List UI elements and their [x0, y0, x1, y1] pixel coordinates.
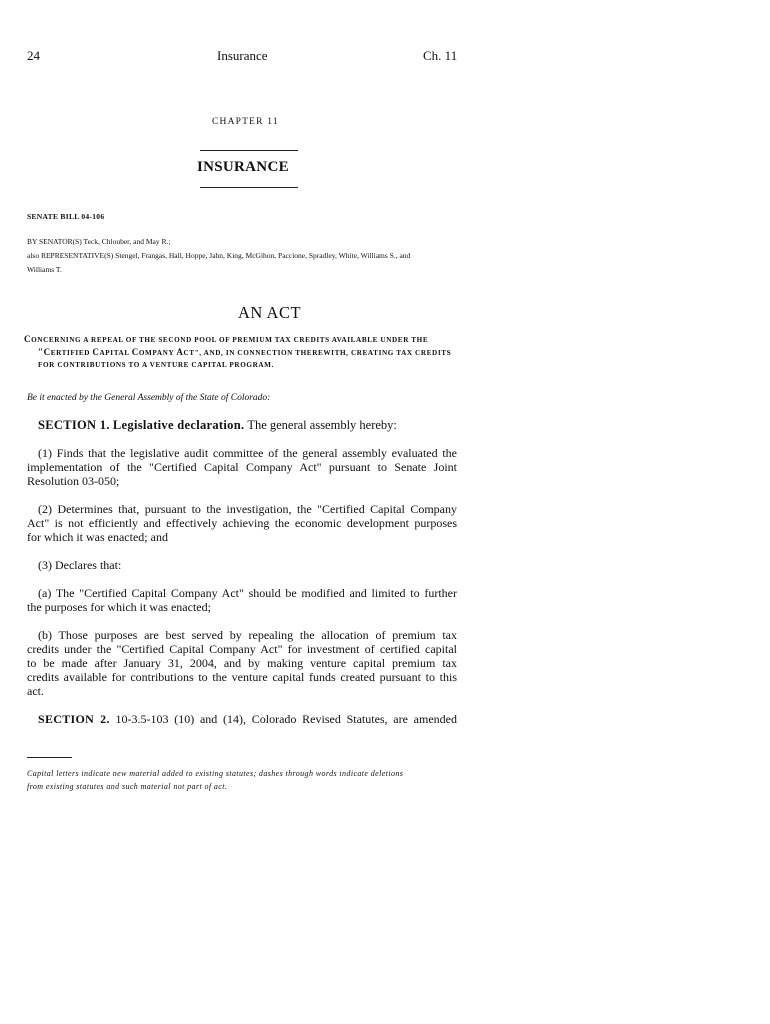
- paragraph-line: (b) Those purposes are best served by repealing the allocation of premium tax: [38, 628, 457, 642]
- paragraph-b: [27, 628, 457, 698]
- paragraph-1: [27, 446, 457, 488]
- section-1-label: SECTION 1.: [38, 418, 110, 432]
- running-title: Insurance: [217, 48, 268, 63]
- paragraph-3: (3) Declares that:: [38, 558, 122, 572]
- chapter-label: CHAPTER 11: [212, 117, 279, 127]
- section-2-label: SECTION 2.: [38, 712, 110, 726]
- concerning-text-1: ONCERNING A REPEAL OF THE SECOND POOL OF PREMIUM TAX CREDITS AVAILABLE UNDER THE: [31, 336, 429, 344]
- section-2: [38, 712, 457, 726]
- section-1-title: Legislative declaration.: [112, 418, 245, 432]
- paragraph-line: credits under the "Certified Capital Company Act" for investment of certified capital: [27, 642, 457, 656]
- act-heading: AN ACT: [238, 303, 302, 322]
- sponsors-line-3: Williams T.: [27, 265, 62, 274]
- enacting-clause: Be it enacted by the General Assembly of the State of Colorado:: [27, 393, 271, 403]
- concerning-seg: C: [92, 347, 100, 357]
- paragraph-line: credits available for contributions to the venture capital funds created pursuant to this: [27, 670, 457, 684]
- paragraph-line: for which it was enacted; and: [27, 530, 168, 544]
- sponsors-line-2: also REPRESENTATIVE(S) Stengel, Frangas, Hall, Hoppe, Jahn, King, McGihon, Paccione, Spradley, White, Williams S., and: [27, 251, 411, 260]
- footnote-line-2: from existing statutes and such material not part of act.: [27, 782, 228, 791]
- act-concerning-line-1: [24, 333, 428, 347]
- footnote-line-1: Capital letters indicate new material added to existing statutes; dashes through words indicate deletions: [27, 769, 404, 778]
- concerning-seg: C: [131, 347, 139, 357]
- title-rule-top: [200, 150, 298, 151]
- section-1-intro: The general assembly hereby:: [247, 418, 397, 432]
- act-concerning-line-3: FOR CONTRIBUTIONS TO A VENTURE CAPITAL PROGRAM.: [38, 361, 274, 369]
- concerning-initial: C: [24, 334, 32, 344]
- concerning-seg: OMPANY: [138, 349, 177, 357]
- concerning-seg: "C: [38, 347, 51, 357]
- section-1-heading: [38, 418, 397, 432]
- paragraph-line: Resolution 03-050;: [27, 474, 120, 488]
- footnote-rule: [27, 757, 72, 758]
- act-concerning-line-2: [38, 346, 451, 360]
- concerning-seg: A: [176, 347, 184, 357]
- concerning-seg: CT", AND, IN CONNECTION THEREWITH, CREATING TAX CREDITS: [183, 349, 452, 357]
- section-2-line: [38, 712, 457, 726]
- paragraph-line: (1) Finds that the legislative audit committee of the general assembly evaluated the: [38, 446, 457, 460]
- paragraph-line: Act" is not efficiently and effectively achieving the economic development purposes: [27, 516, 457, 530]
- concerning-seg: APITAL: [99, 349, 132, 357]
- paragraph-line: implementation of the "Certified Capital Company Act" pursuant to Senate Joint: [27, 460, 457, 474]
- section-2-text: 10-3.5-103 (10) and (14), Colorado Revised Statutes, are amended: [115, 712, 457, 726]
- paragraph-line: the purposes for which it was enacted;: [27, 600, 211, 614]
- title-rule-bottom: [200, 187, 298, 188]
- sponsors-line-1: BY SENATOR(S) Teck, Chlouber, and May R.;: [27, 237, 171, 246]
- chapter-title: INSURANCE: [197, 159, 289, 175]
- paragraph-line: to be made after January 31, 2004, and by making venture capital premium tax: [27, 656, 457, 670]
- paragraph-a: [27, 586, 457, 614]
- paragraph-2: [27, 502, 457, 544]
- concerning-seg: ERTIFIED: [50, 349, 93, 357]
- chapter-reference: Ch. 11: [423, 48, 458, 63]
- bill-number: SENATE BILL 04-106: [27, 212, 105, 221]
- paragraph-line: (a) The "Certified Capital Company Act" should be modified and limited to further: [38, 586, 457, 600]
- page-number: 24: [27, 48, 40, 63]
- paragraph-line: (2) Determines that, pursuant to the investigation, the "Certified Capital Company: [38, 502, 457, 516]
- paragraph-line: act.: [27, 684, 44, 698]
